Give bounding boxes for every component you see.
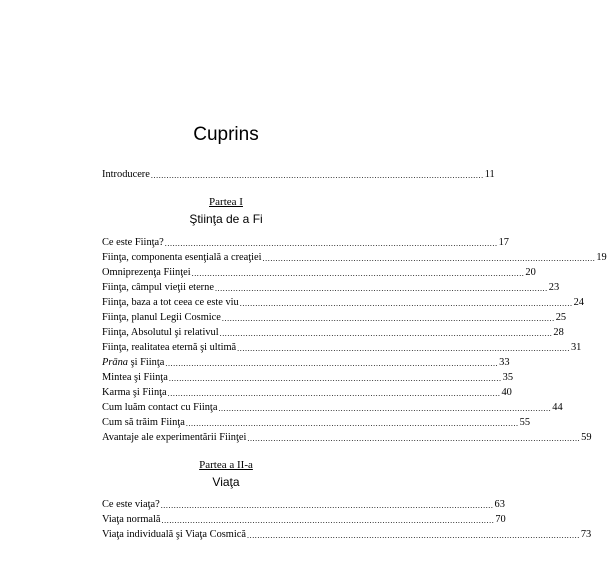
entry-page: 23	[548, 282, 560, 293]
dot-leader: ................................................................................................................................	[161, 516, 495, 525]
entry-title-italic: Prāna	[102, 357, 128, 368]
entry-title: Ce este viaţa?	[102, 499, 160, 510]
entry-page: 25	[555, 312, 567, 323]
toc-entry	[102, 236, 509, 249]
entry-page: 70	[495, 514, 506, 525]
dot-leader: ................................................................................................................................	[214, 284, 548, 293]
entry-title: Cum luăm contact cu Fiinţa	[102, 402, 218, 413]
dot-leader: ................................................................................................................................	[247, 434, 581, 443]
entry-page: 35	[502, 372, 514, 383]
part-heading: Ştiinţa de a Fi	[189, 212, 263, 226]
dot-leader: ................................................................................................................................	[185, 419, 519, 428]
dot-leader: ................................................................................................................................	[160, 501, 494, 510]
toc-entry	[102, 356, 510, 369]
entry-title: Fiinţa, baza a tot ceea ce este viu	[102, 297, 239, 308]
entry-title: Fiinţa, Absolutul şi relativul	[102, 327, 219, 338]
toc-entry	[102, 341, 582, 354]
toc-entry	[102, 513, 506, 526]
entry-page: 59	[581, 432, 592, 443]
entry-page: 28	[553, 327, 564, 338]
entry-title: Introducere	[102, 169, 150, 180]
entry-page: 44	[552, 402, 563, 413]
entry-page: 33	[499, 357, 510, 368]
dot-leader: ................................................................................................................................	[219, 329, 553, 338]
entry-page: 11	[484, 169, 495, 180]
entry-title: Ce este Fiinţa?	[102, 237, 164, 248]
entry-title: Omniprezenţa Fiinţei	[102, 267, 191, 278]
toc-entry	[102, 498, 505, 511]
page-title: Cuprins	[193, 124, 259, 145]
entry-page: 17	[498, 237, 509, 248]
toc-entry	[102, 311, 567, 324]
toc-entry	[102, 266, 536, 279]
dot-leader: ................................................................................................................................	[165, 359, 499, 368]
dot-leader: ................................................................................................................................	[167, 389, 501, 398]
entry-title: Viaţa normală	[102, 514, 161, 525]
entry-page: 24	[573, 297, 584, 308]
toc-entry	[102, 528, 592, 541]
toc-entry	[102, 296, 584, 309]
part-heading: Viaţa	[212, 475, 240, 489]
toc-entry	[102, 326, 564, 339]
entry-title: Fiinţa, componenta esenţială a creaţiei	[102, 252, 262, 263]
entry-page: 19	[596, 252, 607, 263]
dot-leader: ................................................................................................................................	[237, 344, 570, 353]
entry-title: Fiinţa, planul Legii Cosmice	[102, 312, 221, 323]
entry-title: Viaţa individuală şi Viaţa Cosmică	[102, 529, 246, 540]
toc-entry	[102, 386, 512, 399]
dot-leader: ................................................................................................................................	[164, 239, 498, 248]
entry-title-rest: şi Fiinţa	[127, 357, 165, 368]
entry-page: 63	[494, 499, 505, 510]
toc-entry	[102, 281, 560, 294]
entry-page: 73	[580, 529, 592, 540]
entry-title: Fiinţa, realitatea eternă şi ultimă	[102, 342, 237, 353]
toc-entry-introduction	[102, 168, 495, 181]
part-label: Partea a II-a	[199, 459, 253, 471]
dot-leader: ................................................................................................................................	[191, 269, 525, 278]
dot-leader: ................................................................................................................................	[239, 299, 573, 308]
entry-title: Avantaje ale experimentării Fiinţei	[102, 432, 247, 443]
entry-title: Karma şi Fiinţa	[102, 387, 167, 398]
toc-entry	[102, 431, 592, 444]
entry-title: Fiinţa, câmpul vieţii eterne	[102, 282, 214, 293]
dot-leader: ................................................................................................................................	[150, 171, 484, 180]
entry-page: 55	[519, 417, 531, 428]
entry-page: 31	[570, 342, 582, 353]
entry-title: Cum să trăim Fiinţa	[102, 417, 185, 428]
dot-leader: ................................................................................................................................	[168, 374, 502, 383]
entry-title: Mintea şi Fiinţa	[102, 372, 168, 383]
entry-page: 20	[525, 267, 536, 278]
part-label: Partea I	[209, 196, 243, 208]
toc-entry	[102, 416, 531, 429]
toc-entry	[102, 251, 607, 264]
dot-leader: ................................................................................................................................	[218, 404, 552, 413]
dot-leader: ................................................................................................................................	[247, 531, 580, 540]
entry-page: 40	[501, 387, 512, 398]
toc-entry	[102, 371, 514, 384]
toc-entry	[102, 401, 563, 414]
dot-leader: ................................................................................................................................	[221, 314, 555, 323]
dot-leader: ................................................................................................................................	[262, 254, 596, 263]
entry-title	[102, 356, 164, 369]
